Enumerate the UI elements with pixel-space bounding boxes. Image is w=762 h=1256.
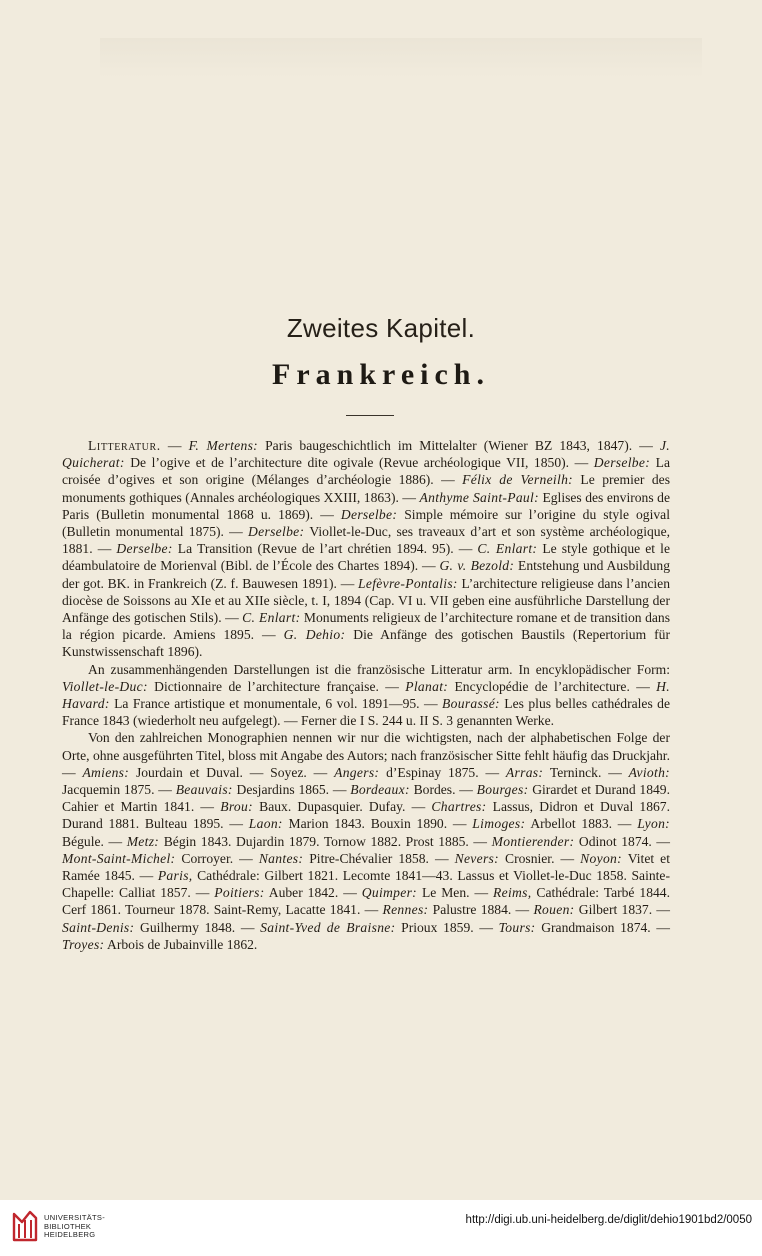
author-name: Lyon: [637,816,670,832]
author-name: Arras: [505,764,544,780]
author-name: Tours: [498,919,536,935]
author-name: Mont-Saint-Michel: [62,850,176,866]
text-run: Bégule. — [62,833,127,849]
author-name: Rennes: [382,902,429,918]
text-run: Von den zahlreichen Monographien nennen wir nur die wichtigsten, nach der alphabetischen Folge der Orte, ohne ausgeführten Titel, bloss mit Angabe des Autors; nach französischer Sitte fehlt häufig das Druckjahr. — [62,730,670,780]
author-name: Limoges: [472,816,526,832]
bleed-through-area [100,38,702,78]
text-run: De l’ogive et de l’architecture dite ogivale (Revue archéologique VII, 1850). — [124,455,594,471]
text-run: Prioux 1859. — [395,919,499,935]
body-text [62,437,670,953]
author-name: J. Quicherat: [62,438,671,471]
author-name: Anthyme Saint-Paul: [419,489,539,505]
author-name: H. Havard: [62,678,670,712]
author-name: Saint-Denis: [62,919,135,935]
author-name: Troyes: [62,936,105,952]
text-run: Pitre-Chévalier 1858. — [303,850,455,866]
text-run: Les plus belles cathédrales de France 1843 (wiederholt neu aufgelegt). — Ferner die I S. 244 u. II S. 3 genannten Werke. [62,696,671,729]
author-name: Derselbe: [340,506,398,522]
library-name-line1: UNIVERSITÄTS- [44,1213,105,1222]
author-name: Laon: [248,816,283,832]
paragraph [62,661,670,730]
text-run: Palustre 1884. — [428,902,534,918]
text-run: Bordes. — [409,782,477,798]
text-run: Die Anfänge des gotischen Baustils (Repertorium für Kunstwissenschaft 1896). [62,627,670,660]
author-name: Nevers: [454,850,499,866]
text-run: La France artistique et monumentale, 6 vol. 1891—95. — [109,696,443,712]
text-run: Encyclopédie de l’architecture. — [448,678,657,694]
text-run: Gilbert 1837. — [574,902,670,918]
text-run: Terninck. — [543,764,629,780]
author-name: Avioth: [628,764,671,780]
text-run: Corroyer. — [175,850,259,866]
text-run: Jourdain et Duval. — Soyez. — [129,764,335,780]
author-name: Félix de Verneilh: [462,472,573,488]
text-run: Monuments religieux de l’architecture romane et de transition dans la région picarde. Amiens 1895. — [62,610,671,643]
author-name: Derselbe: [116,541,173,557]
library-logo-icon[interactable] [10,1208,40,1244]
author-name: Montierender: [491,833,575,849]
footer-bar [0,1200,762,1256]
text-run: Viollet-le-Duc, ses traveaux d’art et son système archéologique, 1881. — [62,524,670,557]
text-run: Guilhermy 1848. — [134,919,261,935]
text-run: Simple mémoire sur l’origine du style ogival (Bulletin monumental 1875). — [62,506,670,540]
text-run: Lassus, Didron et Duval 1867. Durand 1881. Bulteau 1895. — [62,799,670,832]
text-run: Le style gothique et le déambulatoire de Morienval (Bibl. de l’École des Chartes 1894). — [62,541,670,574]
text-run: An zusammenhängenden Darstellungen ist die französische Litteratur arm. In encyklopädischer Form: [88,661,670,677]
text-run: Odinot 1874. — [574,833,671,849]
title-rule [346,415,394,416]
library-name-line3: HEIDELBERG [44,1230,96,1239]
author-name: Rouen: [533,902,575,918]
author-name: Reims, [493,885,532,901]
author-name: F. Mertens: [188,438,258,453]
author-name: Lefèvre-Pontalis: [358,575,458,591]
section-label: Litteratur. [88,438,161,453]
text-run: Desjardins 1865. — [232,782,351,798]
text-run: L’architecture religieuse dans l’ancien diocèse de Soissons au XIe et au XIIe siècle, t. I, 1894 (Cap. VI u. VII geben eine ausführliche Darstellung der Anfänge des gotischen Stils). — [62,575,671,626]
author-name: C. Enlart: [477,541,538,557]
author-name: Angers: [334,764,380,780]
source-url-link[interactable]: http://digi.ub.uni-heidelberg.de/diglit/dehio1901bd2/0050 [465,1214,752,1226]
author-name: Noyon: [580,850,622,866]
author-name: G. Dehio: [283,627,346,643]
chapter-title: Zweites Kapitel. [286,313,476,343]
text-run: Baux. Dupasquier. Dufay. — [252,799,432,815]
library-name-line2: BIBLIOTHEK [44,1221,92,1231]
author-name: Bourassé: [442,696,500,712]
author-name: C. Enlart: [242,610,301,626]
author-name: Paris, [157,868,193,884]
author-name: Poitiers: [214,885,265,901]
text-run: Bégin 1843. Dujardin 1879. Tornow 1882. Prost 1885. — [159,833,492,849]
author-name: Bourges: [476,782,529,798]
text-run: Le Men. — [417,885,494,901]
text-run: Arbellot 1883. — [525,816,638,832]
author-name: Beauvais: [175,782,233,798]
text-run: La croisée d’ogives et son origine (Mélanges d’archéologie 1886). — [62,455,670,488]
author-name: Nantes: [258,850,304,866]
author-name: Amiens: [82,764,130,780]
text-run: Jacquemin 1875. — [62,782,176,798]
author-name: Quimper: [361,885,417,901]
library-name [44,1214,105,1240]
text-run: — [160,438,189,453]
author-name: Brou: [220,799,253,815]
chapter-subtitle: Frankreich. [272,358,490,391]
text-run: Grandmaison 1874. — [535,919,670,935]
text-run: Entstehung und Ausbildung der got. BK. in Frankreich (Z. f. Bauwesen 1891). — [62,558,670,591]
text-run: Paris baugeschichtlich im Mittelalter (Wiener BZ 1843, 1847). — [258,438,660,453]
author-name: Metz: [126,833,160,849]
text-run: Crosnier. — [498,850,581,866]
author-name: Derselbe: [248,524,305,540]
text-run: Girardet et Durand 1849. Cahier et Martin 1841. — [62,782,671,815]
author-name: Bordeaux: [350,782,410,798]
author-name: Derselbe: [593,455,651,471]
author-name: Saint-Yved de Braisne: [260,919,396,935]
paragraph [62,729,670,953]
text-run: Vitet et Ramée 1845. — [62,850,670,884]
author-name: G. v. Bezold: [439,558,515,574]
text-run: Le premier des monuments gothiques (Annales archéologiques XXIII, 1863). — [62,472,671,505]
text-run: La Transition (Revue de l’art chrétien 1894. 95). — [172,541,478,557]
text-run: d’Espinay 1875. — [379,764,506,780]
paragraph [62,437,670,661]
text-run: Marion 1843. Bouxin 1890. — [282,816,473,832]
author-name: Viollet-le-Duc: [62,678,148,694]
text-run: Cathédrale: Gilbert 1821. Lecomte 1841—43. Lassus et Viollet-le-Duc 1858. Sainte-Chapelle: Calliat 1857. — [62,868,670,901]
author-name: Planat: [405,678,449,694]
text-run: Dictionnaire de l’architecture française. — [147,678,406,694]
author-name: Chartres: [431,799,487,815]
text-run: Arbois de Jubainville 1862. [104,936,258,952]
text-run: Cathédrale: Tarbé 1844. Cerf 1861. Tourneur 1878. Saint-Remy, Lacatte 1841. — [62,885,670,918]
text-run: Eglises des environs de Paris (Bulletin monumental 1868 u. 1869). — [62,489,670,522]
text-run: Auber 1842. — [264,885,362,901]
